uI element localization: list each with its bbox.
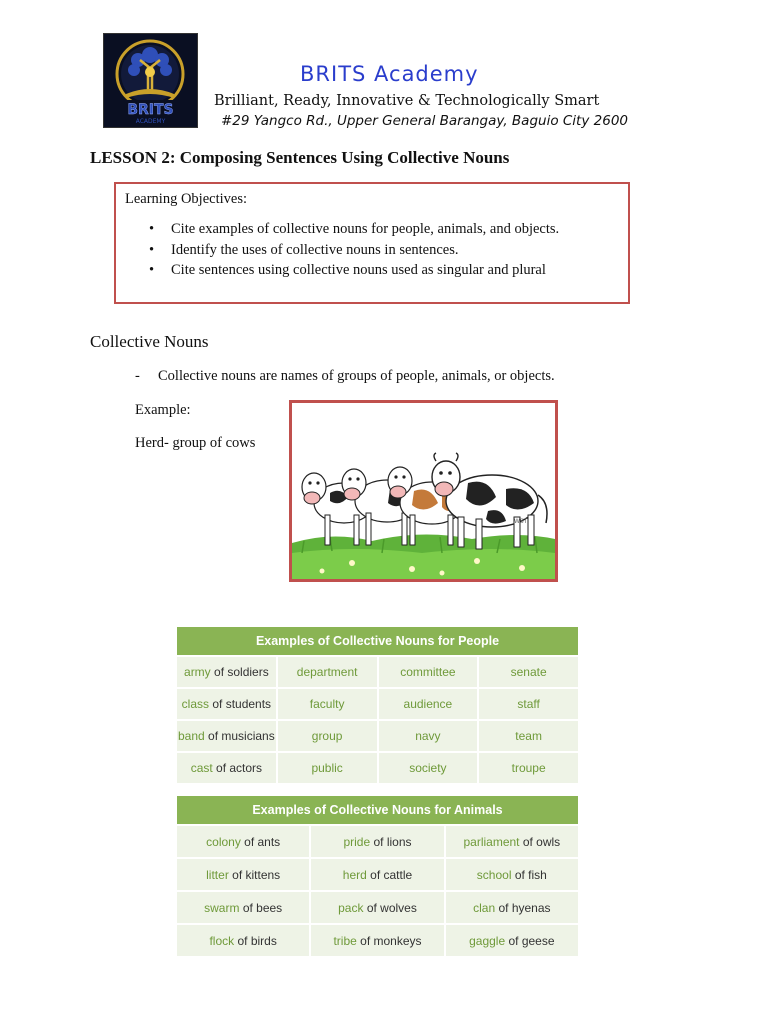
noun-group: of birds [234,933,277,948]
collective-noun: pack [338,900,364,915]
people-nouns-table [175,625,580,785]
noun-group: of ants [240,834,281,849]
noun-group: of fish [511,867,547,882]
table-cell [379,657,478,687]
collective-noun: team [515,729,542,743]
table-cell [446,892,578,923]
dash-bullet: - [135,368,140,384]
collective-noun: army [184,665,211,679]
objective-item: • Cite sentences using collective nouns used as singular and plural [171,262,559,283]
animals-table-title: Examples of Collective Nouns for Animals [177,796,578,824]
table-cell [446,925,578,956]
table-cell [278,657,377,687]
table-row [177,657,578,687]
table-cell [479,689,578,719]
collective-noun: troupe [511,761,546,775]
table-cell [311,892,443,923]
table-cell [177,721,276,751]
table-cell [278,721,377,751]
objectives-heading: Learning Objectives: [125,191,247,207]
collective-noun: flock [209,933,235,948]
collective-noun: colony [206,834,241,849]
collective-noun: band [178,729,205,743]
table-cell [446,859,578,890]
collective-noun: society [409,761,447,775]
herd-of-cows-image [289,400,558,582]
lesson-title: LESSON 2: Composing Sentences Using Collective Nouns [90,148,510,167]
collective-noun: group [311,729,343,743]
collective-noun: faculty [309,697,345,711]
collective-noun: navy [415,729,441,743]
table-cell [446,826,578,857]
animals-table-body [177,826,578,956]
noun-group: of kittens [228,867,281,882]
animals-nouns-table [175,794,580,958]
academy-logo [103,33,198,128]
definition-text [135,368,555,385]
objective-item: • Identify the uses of collective nouns in sentences. [171,242,559,263]
objectives-list [116,221,559,283]
collective-noun: gaggle [469,933,506,948]
noun-group: of owls [519,834,561,849]
table-cell [479,753,578,783]
table-row [177,925,578,956]
noun-group: of wolves [363,900,417,915]
logo-subtext: ACADEMY [135,118,166,125]
collective-noun: parliament [463,834,520,849]
table-cell [311,925,443,956]
noun-group: of students [209,697,272,711]
collective-noun: senate [510,665,547,679]
image-signature: WST [514,518,528,525]
table-cell [311,859,443,890]
collective-noun: audience [403,697,453,711]
table-cell [311,826,443,857]
collective-noun: public [311,761,343,775]
table-cell [177,689,276,719]
table-row [177,689,578,719]
collective-noun: staff [517,697,540,711]
collective-noun: pride [343,834,371,849]
definition-body: Collective nouns are names of groups of people, animals, or objects. [158,368,555,384]
noun-group: of hyenas [495,900,551,915]
academy-tagline: Brilliant, Ready, Innovative & Technologically Smart [214,93,600,109]
table-cell [379,721,478,751]
collective-noun: tribe [333,933,357,948]
table-cell [177,753,276,783]
noun-group: of actors [212,761,263,775]
table-cell [379,689,478,719]
collective-noun: cast [190,761,213,775]
table-row [177,826,578,857]
people-table-title: Examples of Collective Nouns for People [177,627,578,655]
table-cell [278,689,377,719]
academy-name: BRITS Academy [300,62,479,86]
collective-noun: school [476,867,512,882]
noun-group: of lions [370,834,412,849]
table-row [177,753,578,783]
table-cell [479,657,578,687]
table-row [177,892,578,923]
table-cell [177,657,276,687]
collective-noun: herd [342,867,367,882]
objective-item: • Cite examples of collective nouns for people, animals, and objects. [171,221,559,242]
example-label: Example: [135,402,191,418]
table-cell [177,925,309,956]
table-row [177,859,578,890]
noun-group: of musicians [204,729,275,743]
table-cell [177,892,309,923]
noun-group: of monkeys [356,933,422,948]
logo-text: BRITS [127,102,174,118]
noun-group: of soldiers [210,665,269,679]
section-heading: Collective Nouns [90,332,209,351]
collective-noun: department [296,665,358,679]
collective-noun: swarm [204,900,240,915]
collective-noun: class [181,697,210,711]
table-cell [379,753,478,783]
collective-noun: litter [206,867,229,882]
table-row [177,721,578,751]
learning-objectives-box [114,182,630,304]
noun-group: of bees [239,900,283,915]
example-item: Herd- group of cows [135,435,256,451]
people-table-body [177,657,578,783]
collective-noun: clan [473,900,496,915]
collective-noun: committee [400,665,456,679]
noun-group: of cattle [366,867,413,882]
table-cell [177,826,309,857]
table-cell [278,753,377,783]
table-cell [177,859,309,890]
table-cell [479,721,578,751]
noun-group: of geese [505,933,555,948]
academy-address: #29 Yangco Rd., Upper General Barangay, Baguio City 2600 [221,113,628,129]
